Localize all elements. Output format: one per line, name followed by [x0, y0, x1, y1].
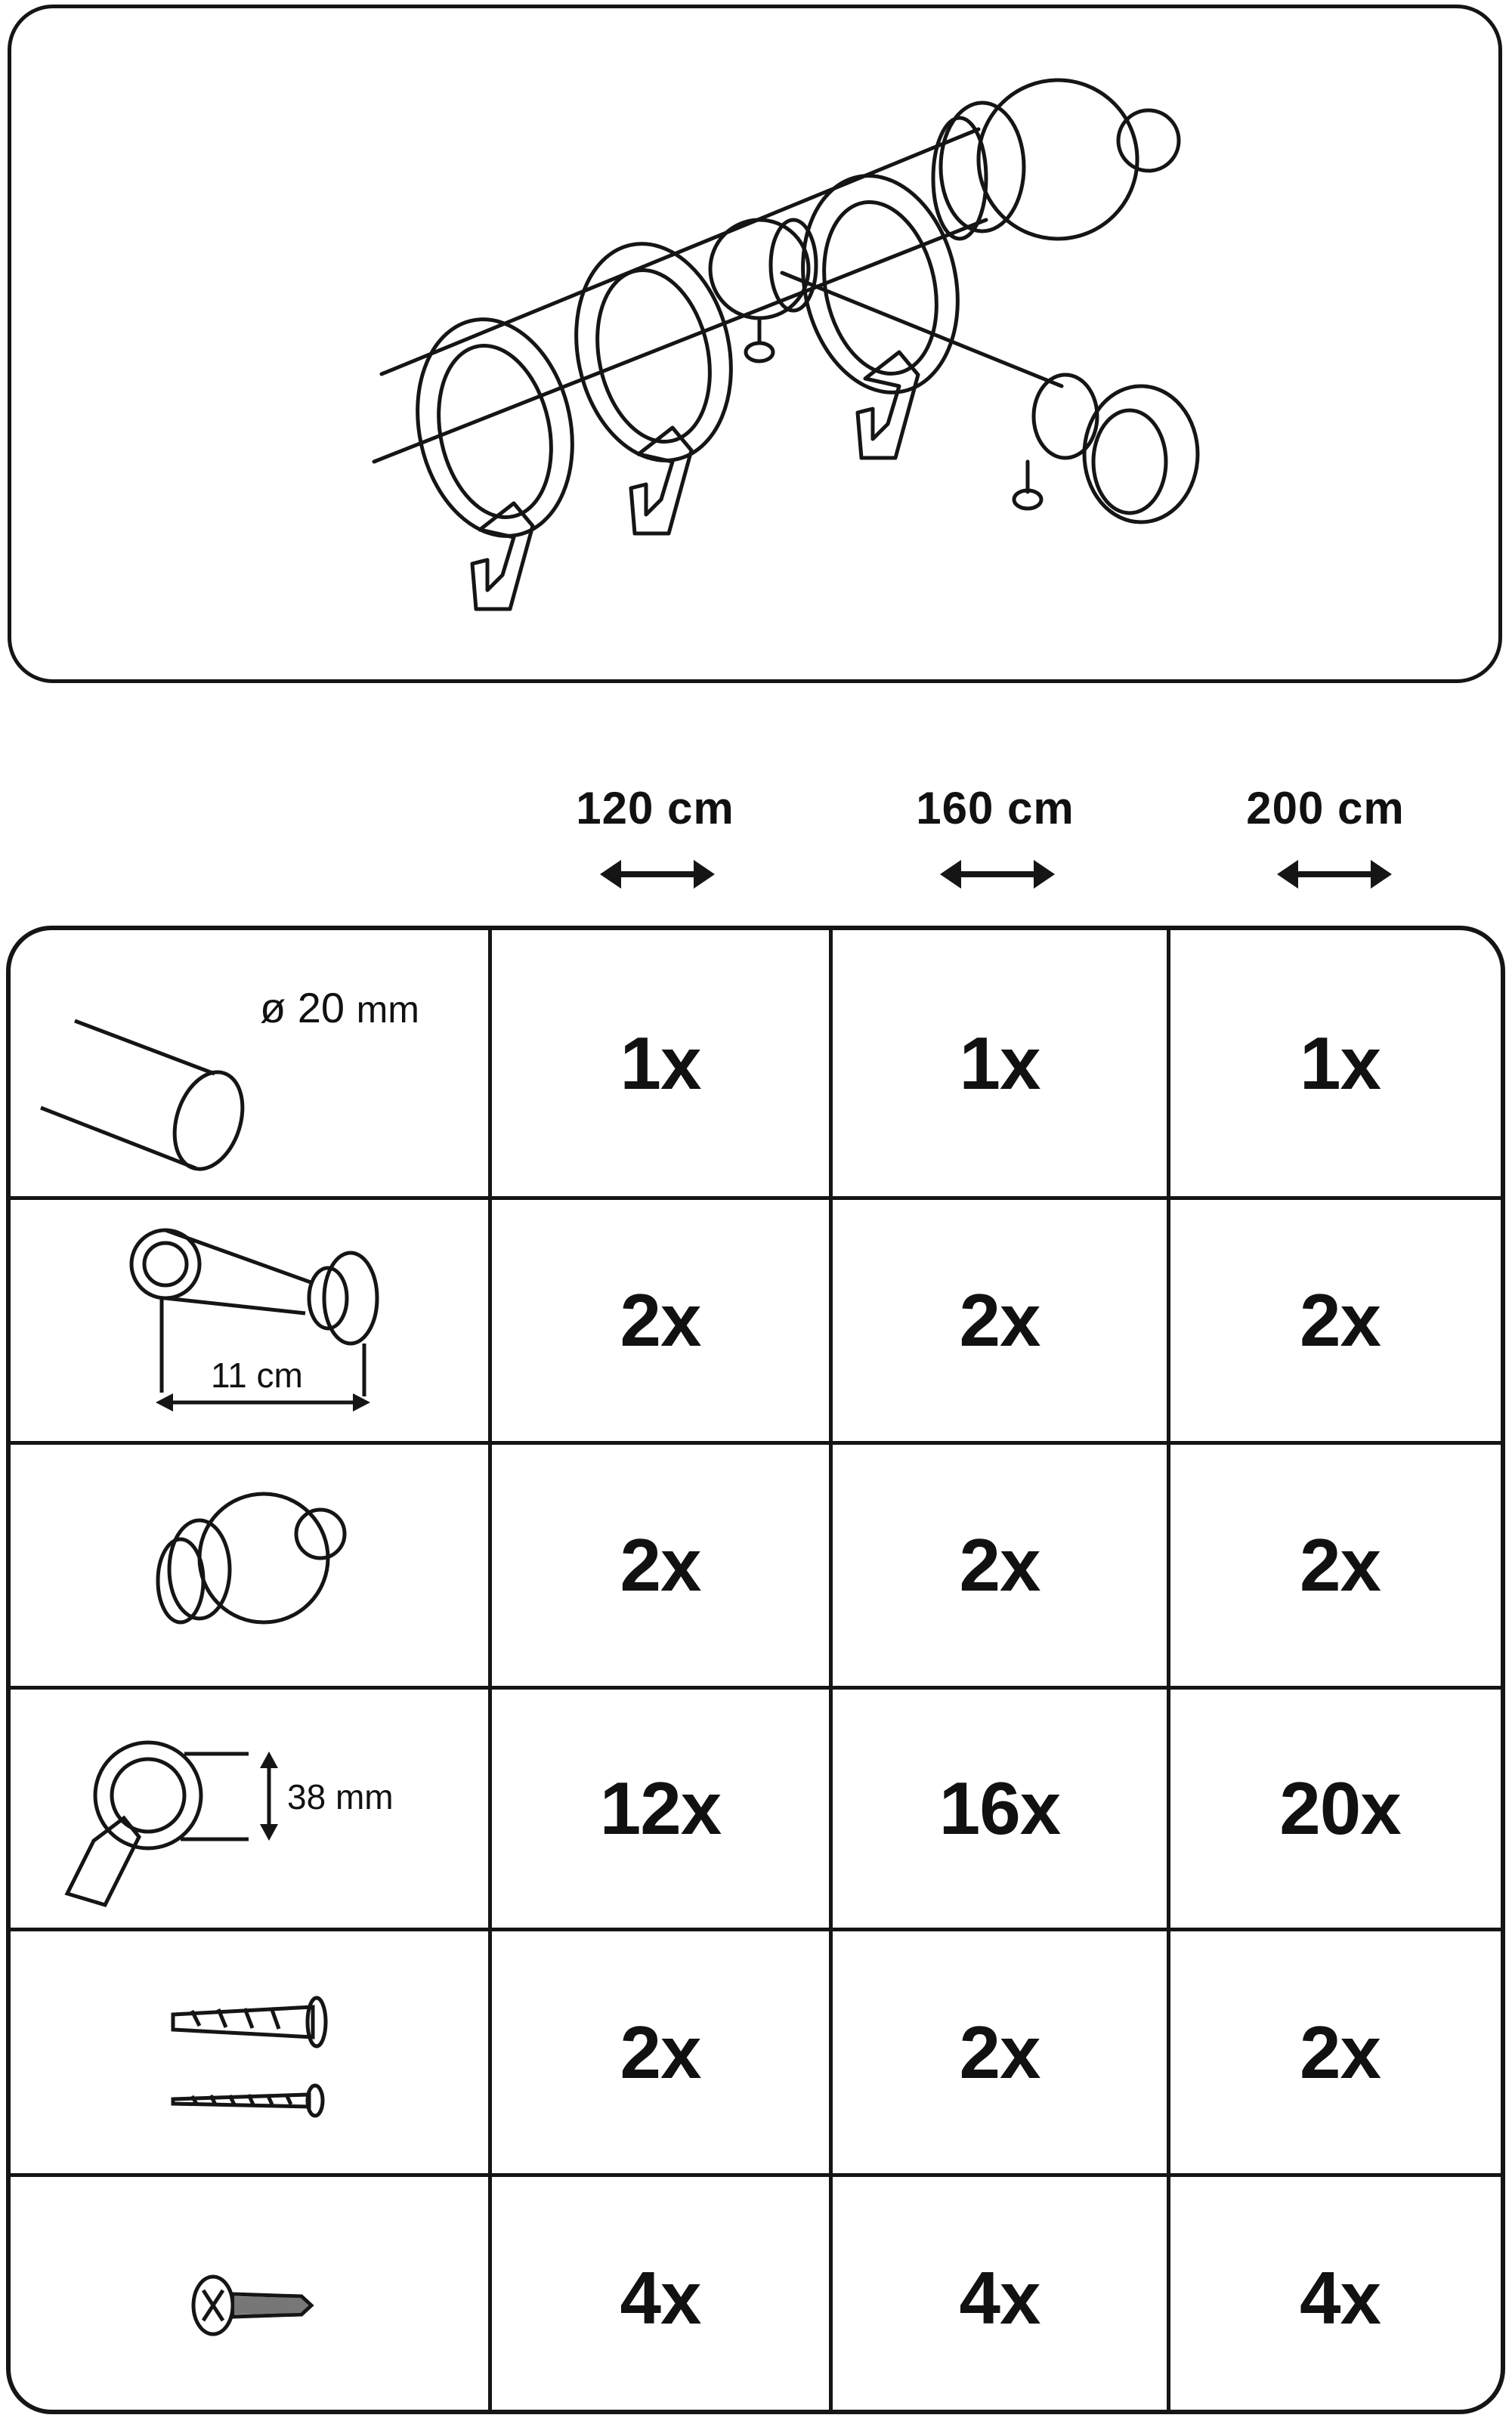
double-arrow-icon: [1274, 855, 1395, 893]
size-header-120: 120 cm: [576, 783, 734, 833]
curtain-rod-assembly-illustration: [11, 8, 1506, 687]
qty-ring-200: 20x: [1279, 1767, 1401, 1850]
qty-rod-200: 1x: [1299, 1021, 1381, 1105]
qty-bracket-120: 2x: [620, 1279, 701, 1362]
ring-with-hook-icon: [11, 1690, 488, 1928]
wall-bracket-icon: [11, 1200, 488, 1441]
part-finial-cell: [11, 1445, 488, 1686]
qty-ring-160: 16x: [938, 1767, 1061, 1850]
size-header-160: 160 cm: [916, 783, 1074, 833]
qty-finial-200: 2x: [1299, 1523, 1381, 1606]
size-header-200: 200 cm: [1246, 783, 1405, 833]
qty-plug-screw-200: 2x: [1299, 2010, 1381, 2094]
qty-bracket-200: 2x: [1299, 1279, 1381, 1362]
rod-diameter-unit: mm: [356, 988, 419, 1031]
parts-quantity-table: [6, 926, 1505, 2414]
qty-set-screw-200: 4x: [1299, 2256, 1381, 2339]
part-rod-cell: [11, 930, 488, 1196]
qty-bracket-160: 2x: [959, 1279, 1040, 1362]
product-illustration-panel: [8, 5, 1502, 683]
qty-plug-screw-160: 2x: [959, 2010, 1040, 2094]
qty-rod-120: 1x: [620, 1021, 701, 1105]
bracket-length-label: 11 cm: [211, 1356, 303, 1395]
rod-diameter-value: ø 20: [260, 984, 345, 1031]
qty-set-screw-160: 4x: [959, 2256, 1040, 2339]
qty-rod-160: 1x: [959, 1021, 1040, 1105]
part-set-screw-cell: [11, 2177, 488, 2414]
ring-diameter-label: 38 mm: [287, 1777, 394, 1817]
qty-finial-120: 2x: [620, 1523, 701, 1606]
part-plug-screw-cell: [11, 1931, 488, 2173]
wall-plug-and-screw-icon: [11, 1931, 488, 2173]
qty-finial-160: 2x: [959, 1523, 1040, 1606]
rod-pipe-icon: [11, 930, 488, 1196]
qty-set-screw-120: 4x: [620, 2256, 701, 2339]
double-arrow-icon: [597, 855, 718, 893]
part-ring-cell: [11, 1690, 488, 1928]
qty-ring-120: 12x: [599, 1767, 722, 1850]
ball-finial-icon: [11, 1445, 488, 1686]
qty-plug-screw-120: 2x: [620, 2010, 701, 2094]
double-arrow-icon: [937, 855, 1058, 893]
part-bracket-cell: [11, 1200, 488, 1441]
set-screw-icon: [11, 2177, 488, 2414]
